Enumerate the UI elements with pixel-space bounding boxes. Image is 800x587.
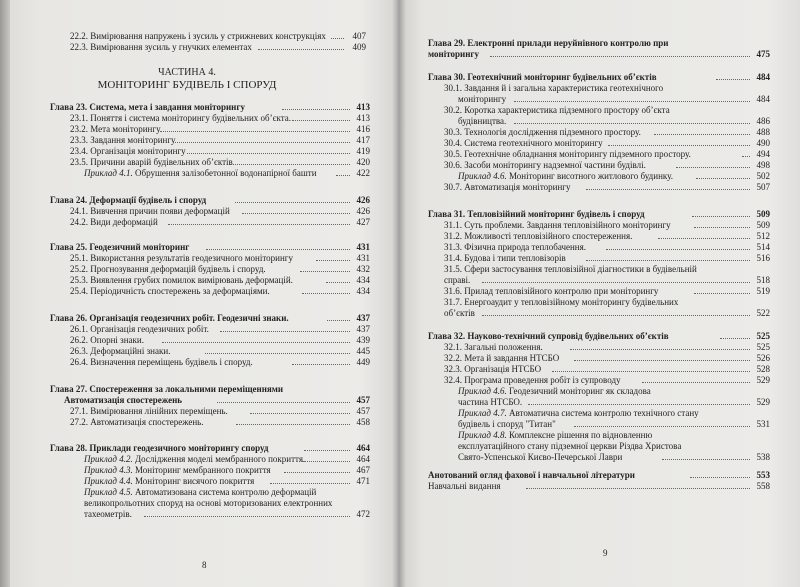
toc-entry: 30.6. Засоби моніторингу надземної частини будівлі. 498 — [444, 160, 770, 170]
toc-example: Приклад 4.2. Дослідження моделі мембранного покриття. 464 — [84, 454, 370, 464]
toc-entry: 30.4. Система геотехнічного моніторингу 490 — [444, 138, 770, 148]
toc-example-cont: будівель і споруд "Титан" 531 — [458, 419, 770, 429]
book-gutter — [392, 0, 406, 587]
toc-entry: 25.4. Періодичність спостережень за деформаціями. 434 — [70, 286, 370, 296]
toc-entry: 23.3. Завдання моніторингу 417 — [70, 135, 370, 145]
toc-chapter-31: Глава 31. Тепловізійний моніторинг будівель і споруд 509 — [428, 209, 770, 219]
toc-entry: 26.4. Визначення переміщень будівель і споруд. 449 — [70, 357, 370, 367]
toc-entry: 32.4. Програма проведення робіт із супроводу 529 — [444, 375, 770, 385]
toc-example: Приклад 4.4. Моніторинг висячого покриття 471 — [84, 476, 370, 486]
toc-entry: 31.4. Будова і типи тепловізорів 516 — [444, 253, 770, 263]
toc-chapter-28: Глава 28. Приклади геодезичного моніторингу споруд 464 — [50, 443, 370, 453]
toc-entry: 32.3. Організація НТСБО 528 — [444, 364, 770, 374]
toc-entry-cont: справі. 518 — [444, 275, 770, 285]
toc-chapter-29-cont: моніторингу 475 — [428, 49, 770, 59]
toc-entry: 30.5. Геотехнічне обладнання моніторингу підземного простору. 494 — [444, 149, 770, 159]
toc-entry: 26.1. Організація геодезичних робіт. 437 — [70, 324, 370, 334]
toc-entry: 23.1. Поняття і система моніторингу будівельних об’єкта. 413 — [70, 113, 370, 123]
toc-example: Приклад 4.3. Моніторинг мембранного покриття 467 — [84, 465, 370, 475]
toc-example-cont: частина НТСБО. 529 — [458, 397, 770, 407]
toc-chapter-30: Глава 30. Геотехнічний моніторинг будівельних об’єктів 484 — [428, 72, 770, 82]
toc-entry: 22.2. Вимірювання напружень і зусиль у стрижневих конструкціях 407 — [70, 31, 366, 41]
toc-example: Приклад 4.1. Обрушення залізобетонної водонапірної башти 422 — [84, 168, 370, 178]
toc-entry: 23.4. Організація моніторингу 419 — [70, 146, 370, 156]
left-page — [0, 0, 398, 587]
toc-entry: 25.2. Прогнозування деформацій будівель і споруд. 432 — [70, 264, 370, 274]
toc-entry: 31.1. Суть проблеми. Завдання тепловізійного моніторингу 509 — [444, 220, 770, 230]
toc-chapter-27-cont: Автоматизація спостережень 457 — [64, 395, 370, 405]
page-number: 9 — [603, 548, 608, 558]
page-stack-edge — [0, 0, 10, 587]
right-page — [398, 0, 800, 587]
toc-entry: 22.3. Вимірювання зусиль у гнучких елементах 409 — [70, 42, 366, 52]
toc-entry-cont: моніторингу 484 — [458, 94, 770, 104]
toc-entry: 26.2. Опорні знаки. 439 — [70, 335, 370, 345]
toc-chapter-27: Глава 27. Спостереження за локальними переміщеннями — [50, 384, 284, 394]
toc-chapter-32: Глава 32. Науково-технічний супровід будівельних об’єктів 525 — [428, 331, 770, 341]
toc-example: Приклад 4.7. Автоматична система контролю технічного стану — [458, 408, 699, 418]
toc-entry: 30.7. Автоматизація моніторингу 507 — [444, 182, 770, 192]
toc-entry: 24.1. Вивчення причин появи деформацій 426 — [70, 206, 370, 216]
toc-entry: 30.3. Технологія дослідження підземного простору. 488 — [444, 127, 770, 137]
toc-example-cont: великопрольотних споруд на основі моторизованих електронних — [84, 498, 333, 508]
part-title: МОНІТОРИНГ БУДІВЕЛЬ І СПОРУД — [97, 79, 277, 91]
toc-example: Приклад 4.6. Моніторинг висотного житлового будинку. 502 — [458, 171, 770, 181]
toc-entry: 25.3. Виявлення грубих помилок вимірювань деформацій. 434 — [70, 275, 370, 285]
toc-entry: 30.1. Завдання й і загальна характеристика геотехнічного — [444, 83, 664, 93]
toc-example: Приклад 4.5. Автоматизована система контролю деформацій — [84, 487, 317, 497]
toc-entry: 30.2. Коротка характеристика підземного простору об’єкта — [444, 105, 670, 115]
toc-chapter-24: Глава 24. Деформації будівель і споруд 426 — [50, 195, 370, 205]
toc-example-cont: експлуатаційного стану підземної церкви Різдва Христова — [458, 441, 682, 451]
toc-chapter-25: Глава 25. Геодезичний моніторинг 431 — [50, 242, 370, 252]
toc-example: Приклад 4.8. Комплексне рішення по відновленню — [458, 430, 653, 440]
toc-entry: 27.1. Вимірювання лінійних переміщень. 457 — [70, 406, 370, 416]
toc-entry: 24.2. Види деформацій 427 — [70, 217, 370, 227]
toc-entry: 23.2. Мета моніторингу 416 — [70, 124, 370, 134]
part-number: ЧАСТИНА 4. — [158, 67, 216, 78]
toc-example: Приклад 4.6. Геодезичний моніторинг як складова — [458, 386, 651, 396]
toc-entry: 32.1. Загальні положення. 525 — [444, 342, 770, 352]
toc-entry: 31.5. Сфери застосування тепловізійної діагностики в будівельній — [444, 264, 697, 274]
toc-entry: 31.2. Можливості тепловізійного спостереження. 512 — [444, 231, 770, 241]
toc-entry: 25.1. Використання результатів геодезичного моніторингу 431 — [70, 253, 370, 263]
toc-chapter-23: Глава 23. Система, мета і завдання моніторингу 413 — [50, 102, 370, 112]
toc-entry-cont: об’єктів 522 — [444, 308, 770, 318]
toc-chapter-26: Глава 26. Організація геодезичних робіт. Геодезичні знаки. 437 — [50, 313, 370, 323]
toc-entry: 31.6. Прилад тепловізійного контролю при моніторингу 519 — [444, 286, 770, 296]
toc-entry-cont: будівництва. 486 — [458, 116, 770, 126]
page-number: 8 — [202, 560, 207, 570]
toc-entry: 31.3. Фізична природа теплобачення. 514 — [444, 242, 770, 252]
toc-entry: 23.5. Причини аварій будівельних об’єктів 420 — [70, 157, 370, 167]
toc-entry: 26.3. Деформаційні знаки. 445 — [70, 346, 370, 356]
toc-example-cont: Свято-Успенської Києво-Печерської Лаври 538 — [458, 452, 770, 462]
toc-entry: 27.2. Автоматизація спостережень. 458 — [70, 417, 370, 427]
toc-chapter-29: Глава 29. Електронні прилади неруйнівного контролю при — [428, 38, 669, 48]
toc-entry: 32.2. Мета й завдання НТСБО 526 — [444, 353, 770, 363]
toc-example-cont: тахеометрів. 472 — [84, 509, 370, 519]
toc-annotated-review: Анотований огляд фахової і навчальної літератури 553 — [428, 470, 770, 480]
toc-entry: 31.7. Енергоаудит у тепловізійному моніторингу будівельних — [444, 297, 679, 307]
toc-educational-editions: Навчальні видання 558 — [428, 481, 770, 491]
